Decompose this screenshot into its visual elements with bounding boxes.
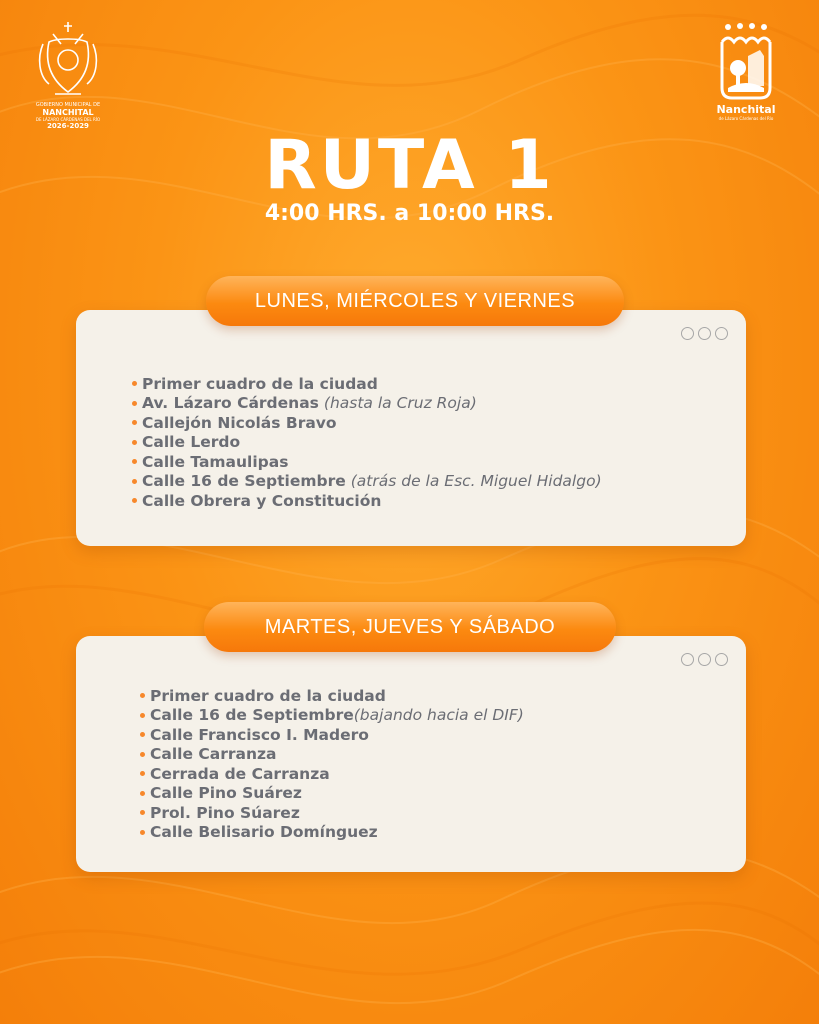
street-name: Calle Carranza (150, 745, 277, 764)
list-item (140, 686, 524, 706)
bullet-icon (140, 771, 145, 776)
street-name: Calle 16 de Septiembre (150, 706, 354, 725)
seal-line-4: 2026-2029 (47, 122, 89, 130)
street-name: Av. Lázaro Cárdenas (142, 394, 319, 413)
bullet-icon (140, 810, 145, 815)
window-dots (681, 653, 728, 666)
street-name: Calle Pino Suárez (150, 784, 302, 803)
list-item (132, 433, 602, 453)
bullet-icon (132, 420, 137, 425)
bullet-icon (132, 459, 137, 464)
route-schedule: 4:00 HRS. a 10:00 HRS. (264, 201, 555, 226)
circle-icon (698, 653, 711, 666)
street-name: Calle Obrera y Constitución (142, 491, 382, 510)
seal-line-2: NANCHITAL (42, 108, 94, 117)
coat-of-arms-icon (35, 20, 101, 100)
list-item (140, 784, 524, 804)
days-label-1: LUNES, MIÉRCOLES Y VIERNES (254, 289, 576, 312)
bullet-icon (132, 440, 137, 445)
circle-icon (681, 653, 694, 666)
seal-line-1: GOBIERNO MUNICIPAL DE (35, 102, 101, 108)
street-name: Prol. Pino Súarez (150, 803, 300, 822)
window-dots (681, 327, 728, 340)
days-label-2: MARTES, JUEVES Y SÁBADO (264, 615, 556, 638)
bullet-icon (140, 713, 145, 718)
circle-icon (715, 653, 728, 666)
days-pill-1 (206, 276, 624, 326)
bullet-icon (132, 401, 137, 406)
street-name: Cerrada de Carranza (150, 764, 330, 783)
bullet-icon (140, 791, 145, 796)
bullet-icon (132, 381, 137, 386)
bullet-icon (140, 752, 145, 757)
bullet-icon (140, 693, 145, 698)
bullet-icon (140, 830, 145, 835)
list-item (140, 706, 524, 726)
list-item (140, 803, 524, 823)
street-list-1 (132, 374, 602, 511)
route-title: RUTA 1 (264, 126, 555, 205)
street-name: Calle Tamaulipas (142, 452, 289, 471)
bullet-icon (132, 479, 137, 484)
bullet-icon (140, 732, 145, 737)
list-item (132, 394, 602, 414)
list-item (132, 452, 602, 472)
street-name: Calle Belisario Domínguez (150, 823, 378, 842)
circle-icon (715, 327, 728, 340)
street-list-2 (140, 686, 524, 842)
street-name: Primer cuadro de la ciudad (150, 686, 386, 705)
list-item (132, 491, 602, 511)
seal-line-3: DE LÁZARO CÁRDENAS DEL RÍO (35, 117, 101, 122)
street-name: Calle Francisco I. Madero (150, 725, 369, 744)
street-note: (atrás de la Esc. Miguel Hidalgo) (350, 472, 602, 491)
municipal-seal-logo (30, 20, 106, 130)
list-item (132, 472, 602, 492)
street-name: Calle Lerdo (142, 433, 241, 452)
list-item (132, 413, 602, 433)
logo-brand-name: Nanchital (716, 103, 776, 116)
street-note: (bajando hacia el DIF) (353, 706, 524, 725)
list-item (140, 764, 524, 784)
nanchital-logo (700, 22, 792, 121)
street-name: Primer cuadro de la ciudad (142, 374, 378, 393)
list-item (132, 374, 602, 394)
list-item (140, 725, 524, 745)
circle-icon (698, 327, 711, 340)
street-name: Calle 16 de Septiembre (142, 472, 346, 491)
days-pill-2 (204, 602, 616, 652)
circle-icon (681, 327, 694, 340)
list-item (140, 745, 524, 765)
logo-subtitle: de Lázaro Cárdenas del Río (718, 116, 774, 121)
street-name: Callejón Nicolás Bravo (142, 413, 337, 432)
nanchital-emblem-icon (718, 22, 774, 102)
list-item (140, 823, 524, 843)
street-note: (hasta la Cruz Roja) (323, 394, 477, 413)
bullet-icon (132, 498, 137, 503)
